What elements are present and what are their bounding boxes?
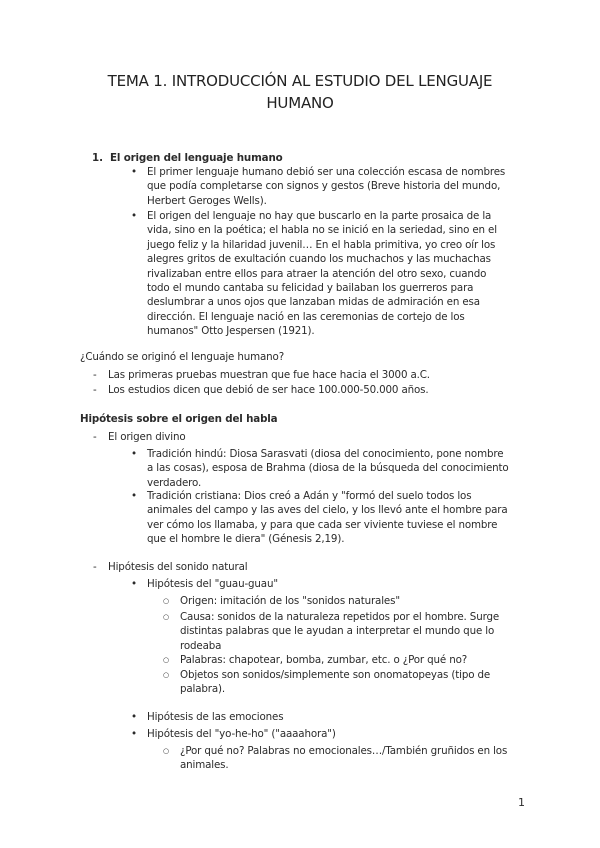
bullet-item <box>147 727 336 741</box>
bullet-icon: • <box>131 578 138 590</box>
bullet-icon: • <box>131 728 138 740</box>
text-line: Causa: sonidos de la naturaleza repetidos por el hombre. Surge <box>180 611 500 623</box>
bullet-icon: • <box>131 711 138 723</box>
text-line: Tradición hindú: Diosa Sarasvati (diosa del conocimiento, pone nombre <box>147 448 504 460</box>
bullet-item <box>147 447 509 490</box>
text-line: verdadero. <box>147 476 202 489</box>
text-line: ver cómo los llamaba, y para que cada ser viviente tuviese el nombre <box>147 518 498 531</box>
text-line: palabra). <box>180 683 226 696</box>
bullet-icon: • <box>131 210 138 222</box>
text-line: Palabras: chapotear, bomba, zumbar, etc. o ¿Por qué no? <box>180 654 468 666</box>
dash-marker: - <box>93 369 97 381</box>
text-line: El primer lenguaje humano debió ser una colección escasa de nombres <box>147 166 506 178</box>
text-line: Hipótesis del sonido natural <box>108 561 248 573</box>
text-line: dirección. El lenguaje nació en las ceremonias de cortejo de los <box>147 310 465 323</box>
section-heading <box>110 151 283 165</box>
question-heading <box>80 350 284 364</box>
text-line: humanos" Otto Jespersen (1921). <box>147 325 315 338</box>
text-line: vida, sino en la poética; el habla no se inició en la seriedad, sino en el <box>147 224 497 237</box>
text-line: que el hombre le diera" (Génesis 2,19). <box>147 533 345 546</box>
bullet-item <box>147 577 278 591</box>
text-line: Origen: imitación de los "sonidos naturales" <box>180 595 400 607</box>
text-line: Hipótesis de las emociones <box>147 711 284 723</box>
dash-marker: - <box>93 431 97 443</box>
text-line: Los estudios dicen que debió de ser hace 100.000-50.000 años. <box>108 384 429 396</box>
text-line: a las cosas), esposa de Brahma (diosa de la búsqueda del conocimiento <box>147 462 509 475</box>
bullet-item <box>147 489 508 547</box>
text-line: Hipótesis sobre el origen del habla <box>80 413 278 425</box>
text-line: distintas palabras que le ayudan a interpretar el mundo que lo <box>180 625 495 638</box>
text-line: que podía completarse con signos y gestos (Breve historia del mundo, <box>147 180 501 193</box>
text-line: Las primeras pruebas muestran que fue hace hacia el 3000 a.C. <box>108 369 430 381</box>
text-line: El origen del lenguaje no hay que buscarlo en la parte prosaica de la <box>147 210 492 222</box>
text-line: Tradición cristiana: Dios creó a Adán y "formó del suelo todos los <box>147 490 472 502</box>
circle-bullet-icon: ○ <box>163 671 170 679</box>
page-title-line-1: TEMA 1. INTRODUCCIÓN AL ESTUDIO DEL LENGUAJE <box>107 72 493 90</box>
sub-item <box>180 668 490 697</box>
bullet-icon: • <box>131 448 138 460</box>
text-line: deslumbrar a unos ojos que lanzaban midas de admiración en esa <box>147 296 480 309</box>
dash-marker: - <box>93 384 97 396</box>
text-line: rivalizaban entre ellos para atraer la atención del otro sexo, cuando <box>147 267 487 280</box>
section-heading <box>80 412 278 426</box>
bullet-item <box>147 165 505 208</box>
dash-item <box>108 368 430 382</box>
dash-item <box>108 560 247 574</box>
dash-marker: - <box>93 561 97 573</box>
text-line: Hipótesis del "yo-he-ho" ("aaaahora") <box>147 728 336 740</box>
sub-item <box>180 744 507 773</box>
page-number: 1 <box>518 796 525 809</box>
circle-bullet-icon: ○ <box>163 747 170 755</box>
text-line: animales. <box>180 759 229 772</box>
text-line: todo el mundo cantaba su felicidad y bailaban los guerreros para <box>147 282 474 295</box>
text-line: Objetos son sonidos/simplemente son onomatopeyas (tipo de <box>180 669 491 681</box>
text-line: ¿Cuándo se originó el lenguaje humano? <box>80 351 285 363</box>
page-title-line-2: HUMANO <box>266 94 334 112</box>
list-number: 1. <box>92 152 104 164</box>
text-line: El origen del lenguaje humano <box>110 152 283 164</box>
sub-item <box>180 653 467 667</box>
circle-bullet-icon: ○ <box>163 656 170 664</box>
sub-item <box>180 594 400 608</box>
text-line: ¿Por qué no? Palabras no emocionales…/También gruñidos en los <box>180 745 508 757</box>
text-line: juego feliz y la hilaridad juvenil… En el habla primitiva, yo creo oír los <box>147 238 496 251</box>
text-line: alegres gritos de exultación cuando los muchachos y las muchachas <box>147 253 491 266</box>
text-line: El origen divino <box>108 431 186 443</box>
text-line: Herbert Geroges Wells). <box>147 194 267 207</box>
dash-item <box>108 383 428 397</box>
text-line: rodeaba <box>180 639 222 652</box>
bullet-icon: • <box>131 166 138 178</box>
circle-bullet-icon: ○ <box>163 597 170 605</box>
sub-item <box>180 610 499 653</box>
text-line: Hipótesis del "guau-guau" <box>147 578 278 590</box>
bullet-item <box>147 710 283 724</box>
text-line: animales del campo y las aves del cielo, y los llevó ante el hombre para <box>147 504 508 517</box>
circle-bullet-icon: ○ <box>163 613 170 621</box>
dash-item <box>108 430 185 444</box>
bullet-icon: • <box>131 490 138 502</box>
bullet-item <box>147 209 497 339</box>
